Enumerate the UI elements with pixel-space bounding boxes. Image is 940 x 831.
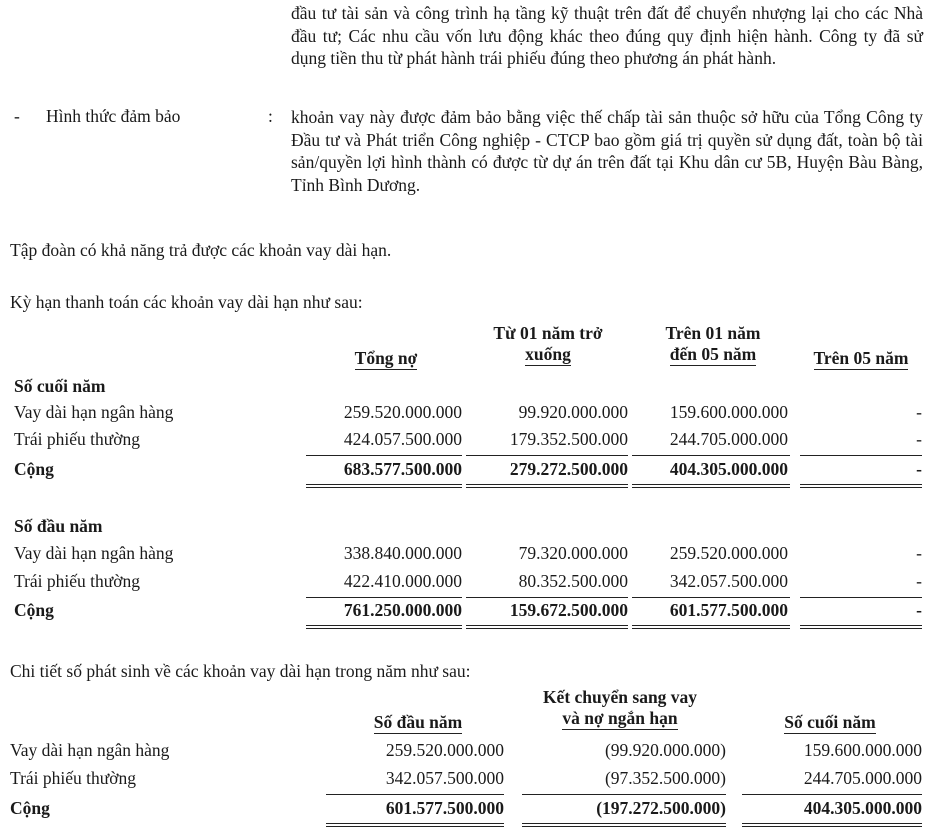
table-row-label: Trái phiếu thường	[14, 429, 141, 449]
table-cell: 342.057.500.000	[385, 768, 504, 788]
table-cell: -	[916, 429, 922, 449]
sum-cell: 404.305.000.000	[669, 459, 788, 479]
sum-cell: 601.577.500.000	[385, 798, 504, 818]
total-double-rule	[466, 484, 628, 488]
subtotal-rule	[800, 455, 922, 456]
total-double-rule	[742, 823, 922, 827]
subtotal-rule	[632, 597, 790, 598]
maturity-header-total: Tổng nợ	[354, 348, 418, 368]
table-cell: 159.600.000.000	[803, 740, 922, 760]
table-cell: -	[916, 402, 922, 422]
collateral-text: khoản vay này được đảm bảo bằng việc thế chấp tài sản thuộc sở hữu của Tổng Công ty Đầu tư và Phát triển Công nghiệp - CTCP bao gồm giá trị quyền sử dụng đất, toàn bộ tài sản/quyền lợi hình thành có được từ dự án trên đất tại Khu dân cư 5B, Huyện Bàu Bàng, Tỉnh Bình Dương.	[291, 107, 923, 195]
sum-row-label: Cộng	[14, 600, 54, 620]
subtotal-rule	[742, 794, 922, 795]
table-cell: 244.705.000.000	[803, 768, 922, 788]
total-double-rule	[326, 823, 504, 827]
total-double-rule	[800, 625, 922, 629]
collateral-bullet: -	[14, 106, 20, 126]
table-cell: -	[916, 543, 922, 563]
sum-row-label: Cộng	[10, 798, 50, 818]
table-row-label: Vay dài hạn ngân hàng	[10, 740, 170, 760]
table-cell: 338.840.000.000	[343, 543, 462, 563]
sum-cell: 404.305.000.000	[803, 798, 922, 818]
sum-cell: 159.672.500.000	[509, 600, 628, 620]
total-double-rule	[306, 484, 462, 488]
table-cell: 424.057.500.000	[343, 429, 462, 449]
table-cell: 80.352.500.000	[518, 571, 628, 591]
sum-cell: 761.250.000.000	[343, 600, 462, 620]
loan-purpose-text: đầu tư tài sản và công trình hạ tầng kỹ thuật trên đất để chuyển nhượng lại cho các Nhà đầu tư; Các nhu cầu vốn lưu động khác theo đúng quy định hiện hành. Công ty đã sử dụng tiền thu từ phát hành trái phiếu đúng theo phương án phát hành.	[291, 3, 923, 69]
table-cell: 422.410.000.000	[343, 571, 462, 591]
movement-header-transfer: Kết chuyển sang vay và nợ ngắn hạn	[542, 687, 698, 728]
sum-row-label: Cộng	[14, 459, 54, 479]
table-row-label: Vay dài hạn ngân hàng	[14, 543, 174, 563]
table-cell: 159.600.000.000	[669, 402, 788, 422]
table-cell: 259.520.000.000	[343, 402, 462, 422]
ability-text: Tập đoàn có khả năng trả được các khoản vay dài hạn.	[10, 240, 392, 260]
total-double-rule	[800, 484, 922, 488]
total-double-rule	[306, 625, 462, 629]
maturity-intro: Kỳ hạn thanh toán các khoản vay dài hạn như sau:	[10, 292, 363, 312]
collateral-label: Hình thức đảm bảo	[46, 106, 181, 126]
table-cell: -	[916, 571, 922, 591]
table-cell: (99.920.000.000)	[604, 740, 726, 760]
total-double-rule	[522, 823, 726, 827]
subtotal-rule	[306, 597, 462, 598]
subtotal-rule	[326, 794, 504, 795]
subtotal-rule	[466, 597, 628, 598]
subtotal-rule	[632, 455, 790, 456]
collateral-colon: :	[268, 106, 273, 126]
total-double-rule	[466, 625, 628, 629]
sum-cell: -	[916, 600, 922, 620]
sum-cell: 683.577.500.000	[343, 459, 462, 479]
total-double-rule	[632, 484, 790, 488]
sum-cell: 601.577.500.000	[669, 600, 788, 620]
table-cell: 259.520.000.000	[385, 740, 504, 760]
maturity-header-over-5-years: Trên 05 năm	[813, 348, 909, 368]
movement-header-opening: Số đầu năm	[373, 712, 463, 732]
total-double-rule	[632, 625, 790, 629]
table-cell: 79.320.000.000	[518, 543, 628, 563]
maturity-header-within-1-year: Từ 01 năm trở xuống	[493, 323, 603, 364]
subtotal-rule	[522, 794, 726, 795]
table-cell: 342.057.500.000	[669, 571, 788, 591]
maturity-header-1-to-5-years: Trên 01 năm đến 05 năm	[665, 323, 761, 364]
subtotal-rule	[466, 455, 628, 456]
table-cell: 99.920.000.000	[518, 402, 628, 422]
subtotal-rule	[800, 597, 922, 598]
table-cell: 259.520.000.000	[669, 543, 788, 563]
movement-header-closing: Số cuối năm	[784, 712, 876, 732]
table-cell: (97.352.500.000)	[604, 768, 726, 788]
table-row-label: Trái phiếu thường	[10, 768, 137, 788]
table-cell: 244.705.000.000	[669, 429, 788, 449]
end-of-year-title: Số cuối năm	[14, 376, 106, 396]
sum-cell: -	[916, 459, 922, 479]
table-cell: 179.352.500.000	[509, 429, 628, 449]
beginning-of-year-title: Số đầu năm	[14, 516, 103, 536]
subtotal-rule	[306, 455, 462, 456]
movement-intro: Chi tiết số phát sinh về các khoản vay dài hạn trong năm như sau:	[10, 661, 471, 681]
sum-cell: 279.272.500.000	[509, 459, 628, 479]
table-row-label: Vay dài hạn ngân hàng	[14, 402, 174, 422]
table-row-label: Trái phiếu thường	[14, 571, 141, 591]
sum-cell: (197.272.500.000)	[596, 798, 726, 818]
